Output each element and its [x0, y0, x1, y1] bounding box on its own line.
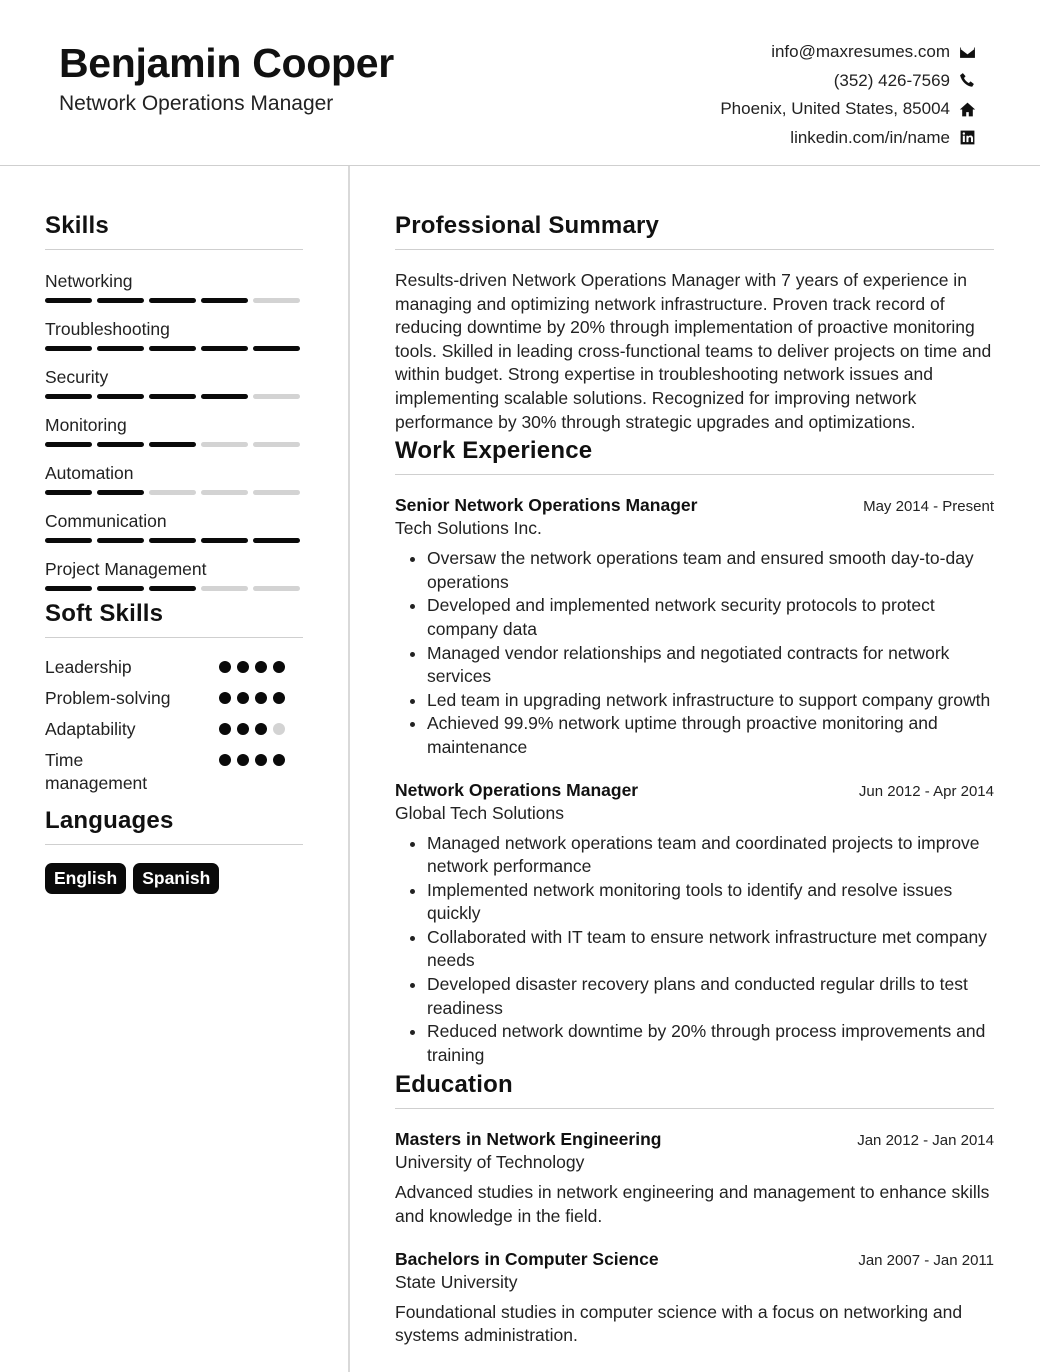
skill-level-segment — [253, 346, 300, 351]
job-bullet: • Developed and implemented network security protocols to protect company data — [427, 594, 994, 641]
rating-dot — [219, 692, 231, 704]
soft-skill-label: Problem-solving — [45, 688, 171, 708]
education-header — [395, 1129, 994, 1150]
education-header — [395, 1249, 994, 1270]
skill-label: Networking — [45, 271, 133, 291]
education-date: Jan 2007 - Jan 2011 — [858, 1251, 994, 1269]
phone-icon — [958, 72, 976, 90]
soft-skill-item — [45, 718, 285, 741]
soft-skills-list — [45, 656, 303, 795]
resume-header — [0, 0, 1040, 166]
soft-skill-label: Adaptability — [45, 719, 136, 739]
home-icon — [958, 100, 976, 118]
skill-level-segment — [201, 538, 248, 543]
skill-item — [45, 270, 303, 303]
skill-level-segment — [45, 490, 92, 495]
rating-dot — [273, 692, 285, 704]
job-bullet: • Led team in upgrading network infrastructure to support company growth — [427, 689, 994, 713]
skill-label: Communication — [45, 511, 167, 531]
skill-level-segment — [149, 298, 196, 303]
rating-dot — [255, 754, 267, 766]
soft-skill-rating — [219, 754, 285, 766]
job-bullet: • Achieved 99.9% network uptime through proactive monitoring and maintenance — [427, 712, 994, 759]
skill-item — [45, 414, 303, 447]
skill-label: Monitoring — [45, 415, 127, 435]
soft-skill-label: Leadership — [45, 657, 132, 677]
job-header — [395, 495, 994, 516]
summary-heading: Professional Summary — [395, 212, 994, 250]
skill-level-segment — [97, 586, 144, 591]
skill-level-bar — [45, 298, 303, 303]
soft-skill-rating — [219, 723, 285, 735]
skill-label: Automation — [45, 463, 134, 483]
job-date: May 2014 - Present — [863, 498, 994, 516]
rating-dot — [255, 692, 267, 704]
degree-title: Masters in Network Engineering — [395, 1129, 662, 1150]
education-heading: Education — [395, 1071, 994, 1109]
job-bullet: • Implemented network monitoring tools to identify and resolve issues quickly — [427, 879, 994, 926]
candidate-name: Benjamin Cooper — [59, 40, 394, 86]
left-column — [45, 166, 303, 894]
contact-location-text: Phoenix, United States, 85004 — [720, 99, 950, 119]
contact-linkedin[interactable] — [720, 124, 976, 153]
job-bullet: • Developed disaster recovery plans and conducted regular drills to test readiness — [427, 973, 994, 1020]
contact-location — [720, 95, 976, 124]
skill-item — [45, 462, 303, 495]
skill-level-segment — [149, 442, 196, 447]
contact-linkedin-text: linkedin.com/in/name — [790, 127, 950, 147]
skill-level-segment — [97, 538, 144, 543]
skill-level-segment — [45, 346, 92, 351]
right-column — [395, 166, 994, 1348]
skill-level-segment — [97, 490, 144, 495]
skill-level-segment — [97, 346, 144, 351]
skill-level-segment — [253, 442, 300, 447]
skill-level-segment — [97, 394, 144, 399]
skill-level-segment — [149, 586, 196, 591]
rating-dot — [237, 723, 249, 735]
skill-label: Troubleshooting — [45, 319, 170, 339]
soft-skill-label: Time management — [45, 750, 148, 793]
rating-dot — [237, 692, 249, 704]
job-entry — [395, 780, 994, 1068]
envelope-icon — [958, 43, 976, 61]
job-title: Senior Network Operations Manager — [395, 495, 698, 516]
soft-skill-item — [45, 656, 285, 679]
summary-text: Results-driven Network Operations Manager with 7 years of experience in managing and optimizing network infrastructure. Proven track record of reducing downtime by 20% through implementation of proactive monitoring tools. Skilled in leading cross-functional teams to deliver projects on time and within budget. Strong expertise in troubleshooting network issues and implementing scalable solutions. Recognized for improving network performance by 30% through strategic upgrades and optimizations. — [395, 270, 992, 432]
skill-level-segment — [201, 298, 248, 303]
skill-level-segment — [97, 442, 144, 447]
skill-level-segment — [201, 490, 248, 495]
language-badge: English — [45, 863, 126, 894]
skill-level-bar — [45, 442, 303, 447]
skill-level-segment — [45, 538, 92, 543]
skill-level-segment — [149, 538, 196, 543]
rating-dot — [219, 754, 231, 766]
soft-skill-rating — [219, 692, 285, 704]
school-name: University of Technology — [395, 1152, 585, 1173]
school-name: State University — [395, 1271, 518, 1292]
contact-phone[interactable] — [720, 67, 976, 96]
education-entry — [395, 1129, 994, 1228]
skills-heading: Skills — [45, 212, 303, 250]
skill-level-segment — [45, 586, 92, 591]
job-bullet: • Collaborated with IT team to ensure network infrastructure met company needs — [427, 926, 994, 973]
soft-skill-rating — [219, 661, 285, 673]
skill-label: Security — [45, 367, 109, 387]
work-heading: Work Experience — [395, 437, 994, 475]
degree-title: Bachelors in Computer Science — [395, 1248, 659, 1269]
skill-level-segment — [253, 490, 300, 495]
skill-level-segment — [253, 586, 300, 591]
job-bullets — [395, 547, 994, 759]
job-bullet: • Reduced network downtime by 20% through process improvements and training — [427, 1020, 994, 1067]
contact-email[interactable] — [720, 38, 976, 67]
rating-dot — [255, 723, 267, 735]
languages-heading: Languages — [45, 807, 303, 845]
skill-level-bar — [45, 394, 303, 399]
job-title: Network Operations Manager — [395, 779, 639, 800]
rating-dot — [219, 723, 231, 735]
contact-email-text: info@maxresumes.com — [771, 42, 950, 62]
skill-level-bar — [45, 490, 303, 495]
skill-level-segment — [201, 442, 248, 447]
skill-level-segment — [201, 346, 248, 351]
job-entry — [395, 495, 994, 759]
work-list — [395, 495, 994, 1067]
job-date: Jun 2012 - Apr 2014 — [858, 782, 994, 800]
skill-item — [45, 510, 303, 543]
skill-level-segment — [45, 298, 92, 303]
skill-level-segment — [201, 586, 248, 591]
language-badge: Spanish — [133, 863, 219, 894]
linkedin-icon — [958, 129, 976, 147]
job-bullet: • Managed vendor relationships and negotiated contracts for network services — [427, 642, 994, 689]
candidate-title: Network Operations Manager — [59, 92, 334, 115]
skill-level-segment — [253, 538, 300, 543]
skill-item — [45, 366, 303, 399]
job-company: Global Tech Solutions — [395, 802, 564, 823]
rating-dot — [273, 723, 285, 735]
job-header — [395, 780, 994, 801]
skill-level-segment — [45, 394, 92, 399]
education-list — [395, 1129, 994, 1347]
job-company: Tech Solutions Inc. — [395, 518, 542, 539]
skill-level-segment — [149, 394, 196, 399]
contact-phone-text: (352) 426-7569 — [833, 70, 950, 90]
skill-level-segment — [253, 298, 300, 303]
soft-skill-item — [45, 687, 285, 710]
skill-item — [45, 318, 303, 351]
rating-dot — [237, 754, 249, 766]
education-entry — [395, 1249, 994, 1348]
education-description: Foundational studies in computer science with a focus on networking and systems administration. — [395, 1301, 963, 1346]
job-bullet: • Oversaw the network operations team and ensured smooth day-to-day operations — [427, 547, 994, 594]
rating-dot — [273, 661, 285, 673]
soft-skills-heading: Soft Skills — [45, 600, 303, 638]
skill-level-bar — [45, 538, 303, 543]
languages-list — [45, 863, 303, 894]
education-date: Jan 2012 - Jan 2014 — [857, 1132, 994, 1150]
rating-dot — [255, 661, 267, 673]
skill-item — [45, 558, 303, 591]
skill-level-segment — [97, 298, 144, 303]
job-bullets — [395, 832, 994, 1068]
skills-list — [45, 270, 303, 591]
skill-level-bar — [45, 346, 303, 351]
job-bullet: • Managed network operations team and coordinated projects to improve network performance — [427, 832, 994, 879]
column-divider — [348, 166, 350, 1372]
skill-level-segment — [45, 442, 92, 447]
contact-block — [720, 38, 976, 152]
skill-label: Project Management — [45, 559, 207, 579]
skill-level-segment — [201, 394, 248, 399]
skill-level-bar — [45, 586, 303, 591]
skill-level-segment — [149, 346, 196, 351]
education-description: Advanced studies in network engineering and management to enhance skills and knowledge in the field. — [395, 1182, 990, 1227]
skill-level-segment — [253, 394, 300, 399]
skill-level-segment — [149, 490, 196, 495]
soft-skill-item — [45, 749, 285, 795]
rating-dot — [273, 754, 285, 766]
rating-dot — [237, 661, 249, 673]
rating-dot — [219, 661, 231, 673]
